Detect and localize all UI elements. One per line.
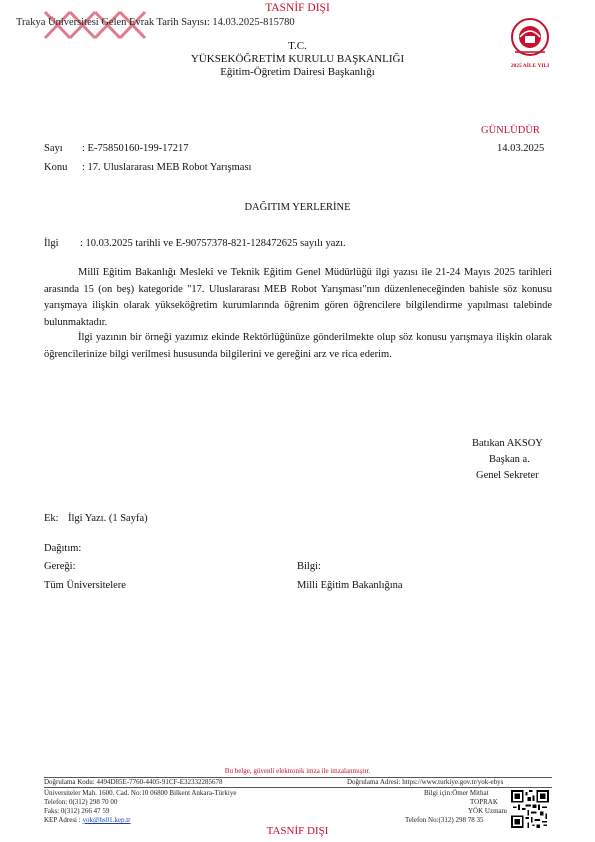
footer-kep bbox=[44, 816, 131, 824]
contact-label: Bilgi için:Ömer Mithat bbox=[424, 789, 489, 797]
recipient-heading: DAĞITIM YERLERİNE bbox=[244, 202, 351, 213]
signatory-title-1: Başkan a. bbox=[489, 454, 530, 465]
konu-value: : 17. Uluslararası MEB Robot Yarışması bbox=[82, 162, 252, 173]
verification-code: Doğrulama Kodu: 4494D85E-7760-4405-91CF-E32332285678 bbox=[44, 778, 223, 786]
distribution-label: Dağıtım: bbox=[44, 543, 82, 554]
contact-title: YÖK Uzmanı bbox=[468, 807, 508, 815]
footer-fax: Faks: 0(312) 266 47 59 bbox=[44, 807, 110, 815]
footer-divider-bottom bbox=[44, 787, 552, 788]
header-country: T.C. bbox=[288, 40, 307, 52]
contact-name: TOPRAK bbox=[470, 798, 498, 806]
body-paragraph-2: İlgi yazının bir örneği yazımız ekinde Rektörlüğünüze gönderilmekte olup söz konusu yarışmaya ilişkin olarak öğrencilerinize bilgi verilmesi hususunda bilgilerini ve gereğini arz ve rica ederim. bbox=[44, 332, 552, 360]
logo-caption: 2025 AİLE YILI bbox=[510, 63, 550, 69]
footer-phone: Telefon: 0(312) 298 70 00 bbox=[44, 798, 118, 806]
sayi-label: Sayı bbox=[44, 143, 63, 154]
classification-top: TASNİF DIŞI bbox=[265, 2, 330, 14]
urgency-label: GÜNLÜDÜR bbox=[481, 125, 540, 136]
signatory-title-2: Genel Sekreter bbox=[476, 470, 539, 481]
kep-label: KEP Adresi : bbox=[44, 816, 83, 824]
gereği-value: Tüm Üniversitelere bbox=[44, 580, 126, 591]
contact-phone: Telefon No:(312) 298 78 35 bbox=[405, 816, 484, 824]
signatory-name: Batıkan AKSOY bbox=[472, 438, 543, 449]
bilgi-value: Milli Eğitim Bakanlığına bbox=[297, 580, 403, 591]
ilgi-label: İlgi bbox=[44, 238, 59, 249]
document-date: 14.03.2025 bbox=[497, 143, 545, 154]
gereği-label: Gereği: bbox=[44, 561, 76, 572]
footer-address: Üniversiteler Mah. 1600. Cad. No:10 06800 Bilkent Ankara-Türkiye bbox=[44, 789, 237, 797]
bilgi-label: Bilgi: bbox=[297, 561, 321, 572]
body-paragraph-1: Millî Eğitim Bakanlığı Meslekî ve Teknik Eğitim Genel Müdürlüğü ilgi yazısı ile 21-24 Mayıs 2025 tarihleri arasında 15 (on beş) kategoride "17. Uluslararası MEB Robot Yarışması"nın düzenleneceğinden bahisle söz konusu yarışmaya ilişkin olarak yükseköğretim kurumlarında öğrenim gören öğrencilere bilgilendirme yapılması talebinde bulunmaktadır. bbox=[44, 267, 552, 328]
classification-bottom: TASNİF DIŞI bbox=[266, 825, 329, 837]
sayi-value: : E-75850160-199-17217 bbox=[82, 143, 189, 154]
ilgi-value: : 10.03.2025 tarihli ve E-90757378-821-128472625 sayılı yazı. bbox=[80, 238, 346, 249]
attachment-value: İlgi Yazı. (1 Sayfa) bbox=[68, 513, 148, 524]
attachment-label: Ek: bbox=[44, 513, 59, 524]
qr-code-icon bbox=[511, 790, 549, 828]
incoming-document-stamp: Trakya Üniversitesi Gelen Evrak Tarih Sayısı: 14.03.2025-815780 bbox=[16, 17, 295, 28]
verification-address[interactable]: Doğrulama Adresi: https://www.turkiye.gov.tr/yok-ebys bbox=[347, 778, 504, 786]
header-department: Eğitim-Öğretim Dairesi Başkanlığı bbox=[220, 66, 375, 78]
esign-note: Bu belge, güvenli elektronik imza ile imzalanmıştır. bbox=[224, 767, 371, 775]
header-institution: YÜKSEKÖĞRETİM KURULU BAŞKANLIĞI bbox=[190, 53, 405, 65]
konu-label: Konu bbox=[44, 162, 68, 173]
kep-address-link[interactable]: yok@hs01.kep.tr bbox=[82, 816, 131, 824]
